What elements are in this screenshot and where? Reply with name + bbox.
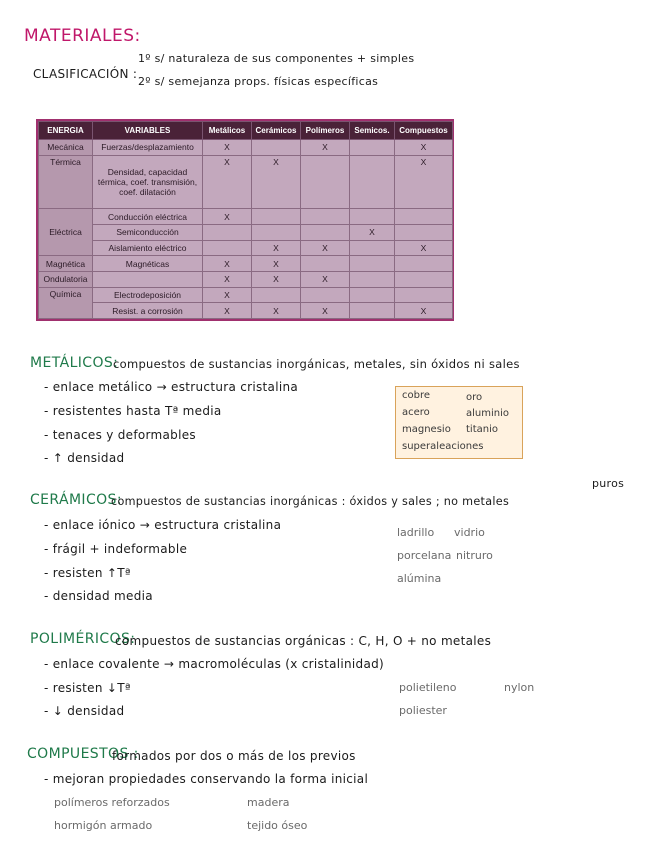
energia-cell: Mecánica xyxy=(39,140,93,156)
table-row xyxy=(39,271,453,287)
table-row xyxy=(39,256,453,272)
mark-cell xyxy=(350,303,395,319)
mark-cell xyxy=(395,287,453,303)
compuestos-item: - mejoran propiedades conservando la forma inicial xyxy=(44,772,369,786)
mark-cell xyxy=(252,225,301,241)
energia-cell: Eléctrica xyxy=(39,209,93,256)
properties-table xyxy=(36,119,454,321)
ceramicos-item: - frágil + indeformable xyxy=(44,542,188,556)
mark-cell: X xyxy=(395,155,453,209)
col-header: Semicos. xyxy=(350,122,395,140)
table-header-row xyxy=(39,122,453,140)
clasificacion-2: 2º s/ semejanza props. físicas específicas xyxy=(138,75,379,88)
example-label: nylon xyxy=(504,681,535,694)
polimericos-title: POLIMÉRICOS: xyxy=(30,631,136,647)
mark-cell xyxy=(350,256,395,272)
variable-cell xyxy=(93,271,203,287)
metalicos-item: - tenaces y deformables xyxy=(44,428,196,442)
polimericos-definition: compuestos de sustancias orgánicas : C, H, O + no metales xyxy=(115,634,492,648)
table-row xyxy=(39,140,453,156)
mark-cell xyxy=(350,140,395,156)
metalicos-item: - enlace metálico → estructura cristalina xyxy=(44,380,299,394)
polimericos-item: - resisten ↓Tª xyxy=(44,681,131,695)
mark-cell xyxy=(395,209,453,225)
example-label: vidrio xyxy=(454,526,485,539)
variable-cell: Resist. a corrosión xyxy=(93,303,203,319)
ceramicos-title: CERÁMICOS: xyxy=(30,492,122,508)
ceramicos-definition: compuestos de sustancias inorgánicas : óxidos y sales ; no metales xyxy=(111,495,510,508)
example-label: madera xyxy=(247,796,290,809)
mark-cell: X xyxy=(350,225,395,241)
example-label: magnesio xyxy=(402,424,451,435)
mark-cell xyxy=(350,271,395,287)
mark-cell: X xyxy=(252,155,301,209)
mark-cell: X xyxy=(395,240,453,256)
mark-cell xyxy=(395,256,453,272)
mark-cell: X xyxy=(301,140,350,156)
mark-cell: X xyxy=(301,271,350,287)
example-label: oro xyxy=(466,392,483,403)
metalicos-item: - resistentes hasta Tª media xyxy=(44,404,222,418)
ceramicos-item: - resisten ↑Tª xyxy=(44,566,131,580)
polimericos-item: - ↓ densidad xyxy=(44,704,125,718)
mark-cell xyxy=(301,287,350,303)
example-label: tejido óseo xyxy=(247,819,308,832)
mark-cell xyxy=(350,155,395,209)
mark-cell xyxy=(252,140,301,156)
variable-cell: Densidad, capacidad térmica, coef. transmisión, coef. dilatación xyxy=(93,155,203,209)
mark-cell: X xyxy=(301,303,350,319)
ceramicos-item: - enlace iónico → estructura cristalina xyxy=(44,518,282,532)
mark-cell: X xyxy=(301,240,350,256)
mark-cell: X xyxy=(252,303,301,319)
energia-cell: Química xyxy=(39,287,93,318)
example-label: acero xyxy=(402,407,430,418)
page-title: MATERIALES: xyxy=(24,26,141,46)
puros-note: puros xyxy=(592,477,625,490)
mark-cell xyxy=(395,271,453,287)
table-row xyxy=(39,155,453,209)
variable-cell: Electrodeposición xyxy=(93,287,203,303)
mark-cell: X xyxy=(203,140,252,156)
example-label: porcelana xyxy=(397,549,452,562)
mark-cell: X xyxy=(203,209,252,225)
clasificacion-label: CLASIFICACIÓN : xyxy=(33,67,138,81)
variable-cell: Semiconducción xyxy=(93,225,203,241)
col-header: Metálicos xyxy=(203,122,252,140)
variable-cell: Conducción eléctrica xyxy=(93,209,203,225)
col-header: Compuestos xyxy=(395,122,453,140)
example-label: poliester xyxy=(399,704,447,717)
metalicos-definition: compuestos de sustancias inorgánicas, metales, sin óxidos ni sales xyxy=(113,357,520,371)
table-row xyxy=(39,287,453,303)
mark-cell: X xyxy=(252,240,301,256)
col-header: Polímeros xyxy=(301,122,350,140)
mark-cell xyxy=(395,225,453,241)
variable-cell: Magnéticas xyxy=(93,256,203,272)
mark-cell xyxy=(350,287,395,303)
compuestos-title: COMPUESTOS : xyxy=(27,746,139,762)
mark-cell xyxy=(301,225,350,241)
variable-cell: Fuerzas/desplazamiento xyxy=(93,140,203,156)
mark-cell xyxy=(203,240,252,256)
mark-cell xyxy=(350,209,395,225)
mark-cell: X xyxy=(203,271,252,287)
metalicos-item: - ↑ densidad xyxy=(44,451,125,465)
mark-cell: X xyxy=(395,140,453,156)
mark-cell xyxy=(350,240,395,256)
example-label: aluminio xyxy=(466,408,509,419)
energia-cell: Magnética xyxy=(39,256,93,272)
mark-cell: X xyxy=(203,303,252,319)
example-label: nitruro xyxy=(456,549,493,562)
mark-cell xyxy=(203,225,252,241)
mark-cell xyxy=(301,209,350,225)
table-row xyxy=(39,240,453,256)
example-label: ladrillo xyxy=(397,526,435,539)
polimericos-item: - enlace covalente → macromoléculas (x cristalinidad) xyxy=(44,657,385,671)
metalicos-title: METÁLICOS: xyxy=(30,355,119,371)
example-label: polímeros reforzados xyxy=(54,796,170,809)
col-header: ENERGIA xyxy=(39,122,93,140)
mark-cell: X xyxy=(203,256,252,272)
clasificacion-1: 1º s/ naturaleza de sus componentes + simples xyxy=(138,52,415,65)
example-label: polietileno xyxy=(399,681,457,694)
mark-cell xyxy=(252,287,301,303)
mark-cell xyxy=(301,256,350,272)
mark-cell: X xyxy=(203,155,252,209)
example-label: superaleaciones xyxy=(402,441,484,452)
table-row xyxy=(39,209,453,225)
example-label: titanio xyxy=(466,424,498,435)
example-label: cobre xyxy=(402,390,431,401)
ceramicos-item: - densidad media xyxy=(44,589,153,603)
example-label: alúmina xyxy=(397,572,442,585)
mark-cell xyxy=(252,209,301,225)
mark-cell: X xyxy=(252,256,301,272)
energia-cell: Térmica xyxy=(39,155,93,209)
mark-cell: X xyxy=(203,287,252,303)
mark-cell: X xyxy=(395,303,453,319)
table-row xyxy=(39,225,453,241)
compuestos-definition: formados por dos o más de los previos xyxy=(112,749,356,763)
mark-cell: X xyxy=(252,271,301,287)
metalicos-examples-box xyxy=(395,386,523,459)
example-label: hormigón armado xyxy=(54,819,153,832)
variable-cell: Aislamiento eléctrico xyxy=(93,240,203,256)
energia-cell: Ondulatoria xyxy=(39,271,93,287)
mark-cell xyxy=(301,155,350,209)
col-header: Cerámicos xyxy=(252,122,301,140)
table-row xyxy=(39,303,453,319)
col-header: VARIABLES xyxy=(93,122,203,140)
